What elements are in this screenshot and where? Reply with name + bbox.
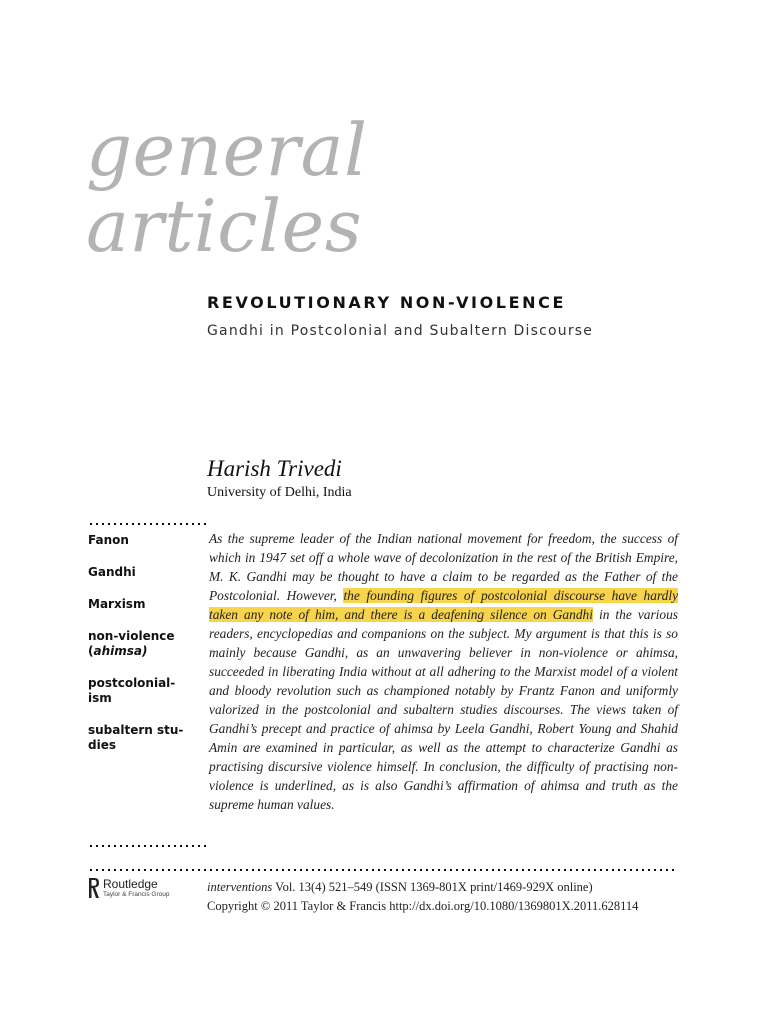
keyword-item bbox=[88, 629, 200, 659]
publisher-logo bbox=[88, 877, 188, 901]
keyword-item bbox=[88, 597, 200, 612]
keyword-paren: ( bbox=[88, 644, 94, 658]
keyword-line2: dies bbox=[88, 738, 116, 752]
author-name: Harish Trivedi bbox=[207, 456, 342, 481]
footer-divider bbox=[88, 869, 678, 871]
section-heading-line2: articles bbox=[86, 184, 363, 268]
publisher-tagline: Taylor & Francis Group bbox=[103, 891, 170, 898]
article-title: REVOLUTIONARY NON-VIOLENCE bbox=[207, 293, 566, 312]
keyword-label: Gandhi bbox=[88, 565, 136, 579]
author-affiliation: University of Delhi, India bbox=[207, 485, 352, 500]
keyword-italic: ahimsa) bbox=[93, 644, 148, 658]
section-heading bbox=[86, 108, 368, 268]
journal-citation bbox=[207, 880, 593, 895]
keyword-line1: subaltern stu- bbox=[88, 723, 184, 737]
abstract-before: As the supreme leader of the Indian national movement for freedom, the success of which in 1947 set off a whole wave of decolonization in the rest of the British Empire, M. K. Gandhi may be thought to have a claim to be regarded as the Father of the Postcolonial. However, bbox=[209, 531, 678, 603]
keyword-label: Fanon bbox=[88, 533, 129, 547]
publisher-name: Routledge bbox=[103, 877, 158, 891]
keyword-line2: ism bbox=[88, 691, 112, 705]
keyword-label: Marxism bbox=[88, 597, 146, 611]
keywords-list bbox=[88, 533, 200, 770]
journal-details: Vol. 13(4) 521–549 (ISSN 1369-801X print/1469-929X online) bbox=[272, 880, 593, 894]
article-subtitle: Gandhi in Postcolonial and Subaltern Discourse bbox=[207, 323, 594, 339]
abstract-highlight: the founding figures of postcolonial discourse have hardly taken any note of him, and there is a deafening silence on Gandhi bbox=[209, 588, 679, 622]
keyword-line1: postcolonial- bbox=[88, 676, 176, 690]
journal-name: interventions bbox=[207, 880, 273, 894]
routledge-logo-icon bbox=[88, 877, 100, 899]
keyword-item bbox=[88, 676, 200, 706]
copyright-line: Copyright © 2011 Taylor & Francis http://dx.doi.org/10.1080/1369801X.2011.628114 bbox=[207, 899, 639, 913]
abstract bbox=[209, 529, 678, 814]
section-heading-line1: general bbox=[86, 108, 368, 192]
keyword-item bbox=[88, 565, 200, 580]
keyword-item bbox=[88, 533, 200, 548]
keyword-item bbox=[88, 723, 200, 753]
keywords-bottom-divider bbox=[88, 845, 206, 847]
keywords-top-divider bbox=[88, 523, 206, 525]
abstract-after: in the various readers, encyclopedias and companions on the subject. My argument is that this is so mainly because Gandhi, as an unwavering believer in non-violence or ahimsa, succeeded in liberating India without at all adhering to the Marxist model of a violent and bloody revolution such as championed notably by Frantz Fanon and uniformly valorized in the postcolonial and subaltern studies discourses. The views taken of Gandhi’s precept and practice of ahimsa by Leela Gandhi, Robert Young and Shahid Amin are examined in particular, as well as the attempt to characterize Gandhi as practising discursive violence himself. In conclusion, the difficulty of practising non-violence is underlined, as is also Gandhi’s affirmation of ahimsa and truth as the supreme human values. bbox=[209, 607, 678, 812]
keyword-label: non-violence bbox=[88, 629, 175, 643]
